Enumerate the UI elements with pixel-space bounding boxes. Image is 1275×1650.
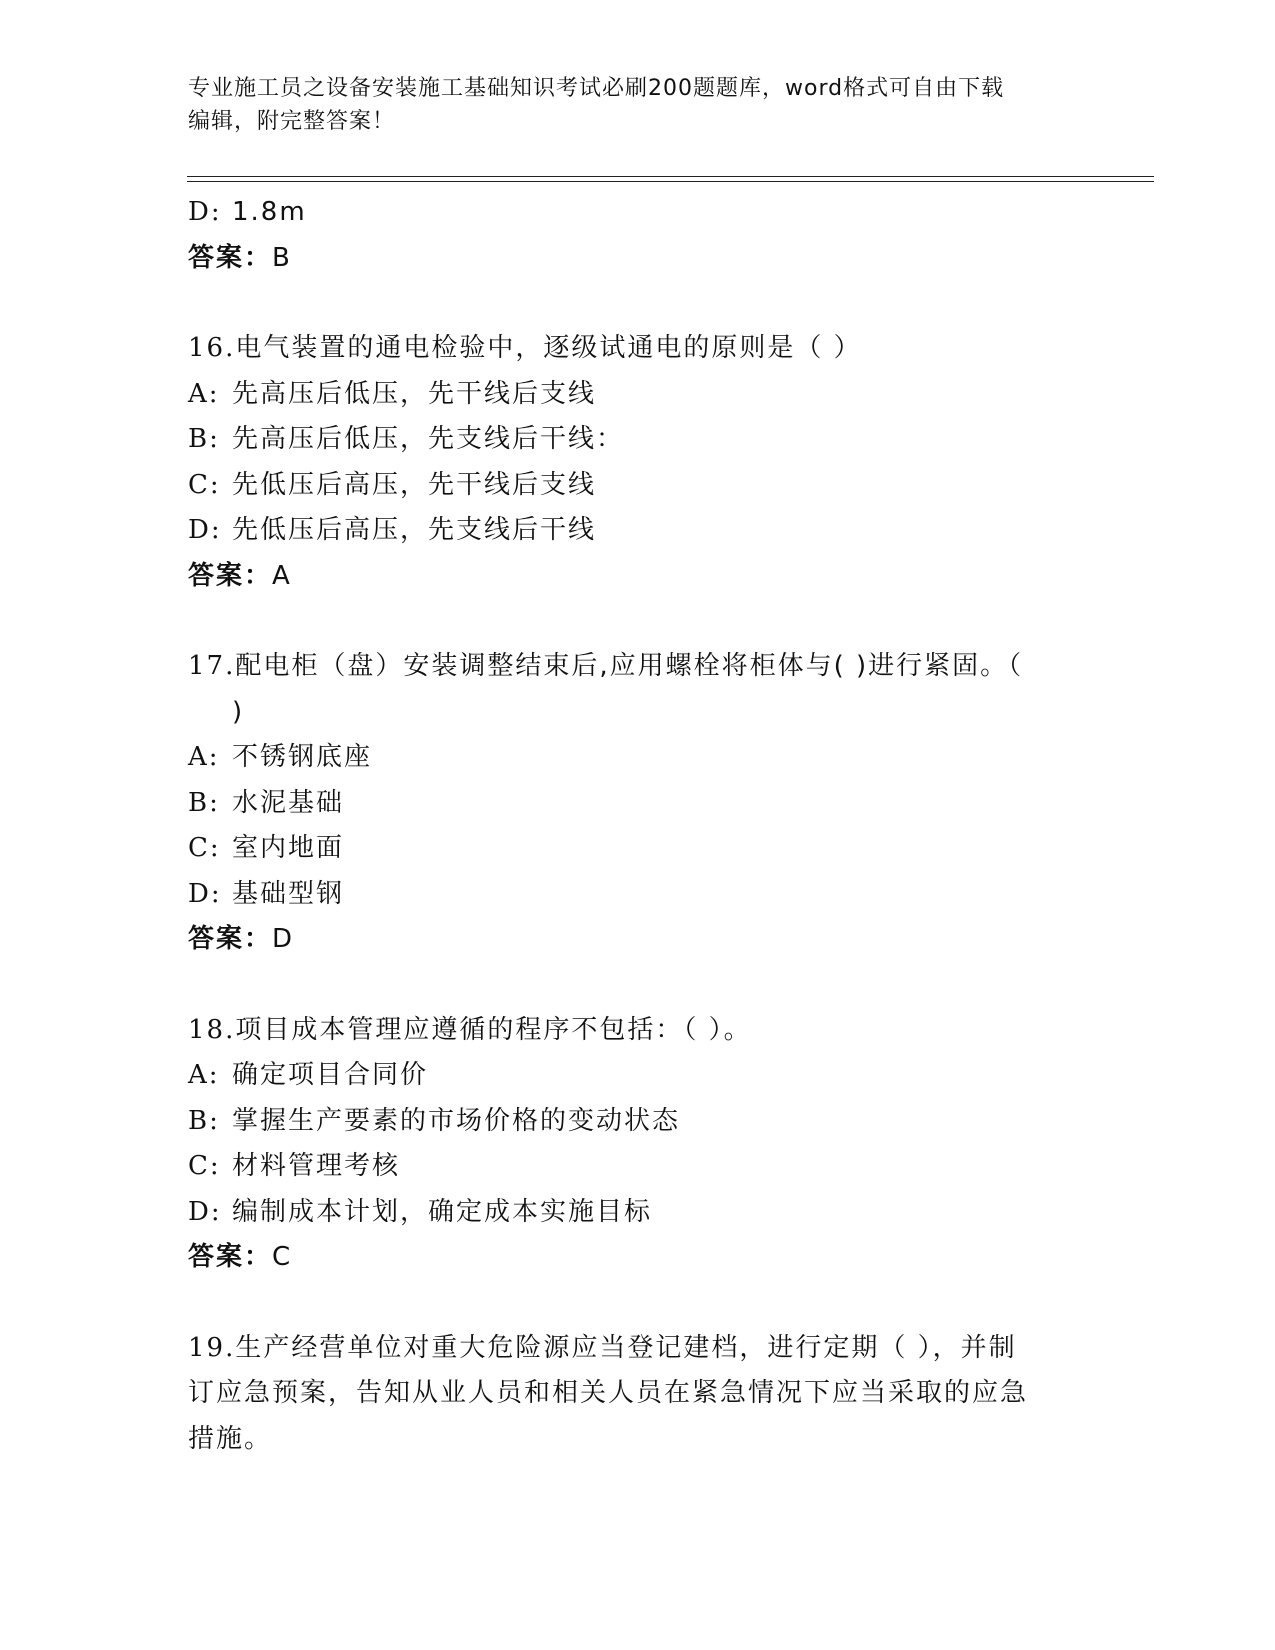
q19-stem-line1: 生产经营单位对重大危险源应当登记建档，进行定期（ ），并制: [235, 1332, 1017, 1363]
q18-option-b: B: 掌握生产要素的市场价格的变动状态: [188, 1105, 681, 1136]
question-list: [188, 190, 1088, 1462]
q19-number: 19.: [188, 1332, 236, 1363]
q17-option-c: C: 室内地面: [188, 833, 345, 863]
q16-option-d: D: 先低压后高压，先支线后干线: [188, 515, 597, 545]
header-title-line2: 编辑，附完整答案！: [188, 109, 396, 134]
page-header: [188, 72, 1088, 138]
q18-option-a: A: 确定项目合同价: [188, 1060, 429, 1090]
q17-option-a: A: 不锈钢底座: [188, 742, 373, 772]
q15-answer: 答案：B: [188, 242, 292, 273]
q19-stem: [188, 1326, 1088, 1372]
q17-answer: 答案：D: [188, 924, 295, 954]
q19-stem-line3: 措施。: [188, 1423, 273, 1454]
q19-stem-line2: 订应急预案，告知从业人员和相关人员在紧急情况下应当采取的应急: [188, 1378, 1029, 1408]
q15-option-d: D: 1.8m: [188, 197, 307, 227]
header-divider-bottom: [187, 181, 1154, 182]
q17-number: 17.: [188, 651, 236, 681]
header-title-line1: 专业施工员之设备安装施工基础知识考试必刷200题题库，word格式可自由下载: [188, 76, 1005, 101]
q15-answer-value: B: [272, 242, 292, 273]
q16-answer-value: A: [272, 560, 292, 591]
q17-stem-text: 配电柜（盘）安装调整结束后,应用螺栓将柜体与( )进行紧固。（: [235, 651, 1024, 681]
q17-stem: [188, 644, 1088, 690]
q18-stem-text: 项目成本管理应遵循的程序不包括：（ ）。: [235, 1014, 752, 1045]
q16-stem-text: 电气装置的通电检验中，逐级试通电的原则是（ ）: [235, 333, 862, 363]
q17-stem-continuation: ): [232, 696, 245, 727]
q18-answer: 答案：C: [188, 1242, 293, 1272]
q16-option-b: B: 先高压后低压，先支线后干线：: [188, 424, 625, 454]
q16-number: 16.: [188, 333, 236, 363]
q18-number: 18.: [188, 1014, 236, 1045]
q18-option-c: C: 材料管理考核: [188, 1151, 401, 1181]
q16-answer: 答案：A: [188, 560, 292, 591]
q17-option-d: D: 基础型钢: [188, 878, 345, 909]
q18-answer-value: C: [272, 1242, 293, 1272]
q18-option-d: D: 编制成本计划，确定成本实施目标: [188, 1196, 653, 1227]
q16-stem: [188, 326, 1088, 372]
header-divider-top: [187, 176, 1154, 177]
q18-stem: [188, 1008, 1088, 1054]
q16-option-c: C: 先低压后高压，先干线后支线: [188, 469, 597, 500]
q15-option-d-text: 1.8m: [232, 197, 307, 227]
q17-option-b: B: 水泥基础: [188, 787, 345, 818]
q16-option-a: A: 先高压后低压，先干线后支线: [188, 378, 597, 409]
q17-answer-value: D: [272, 924, 295, 954]
